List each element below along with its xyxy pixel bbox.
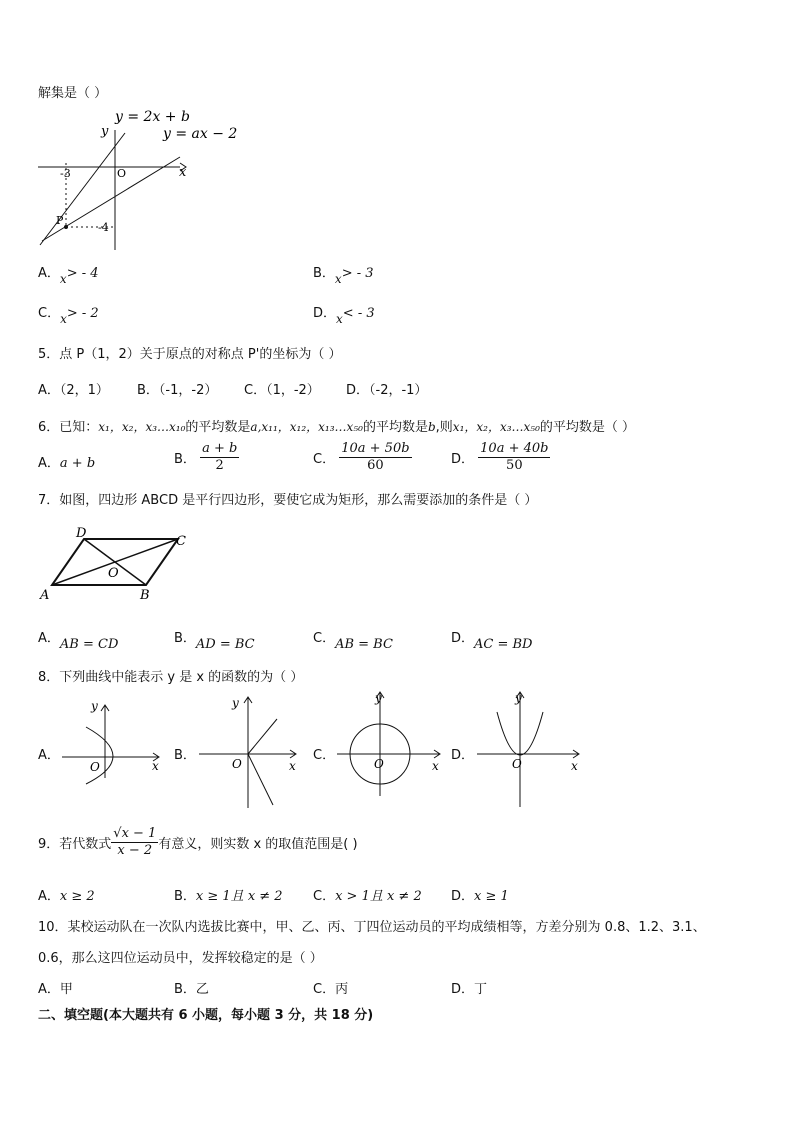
q10-option-c[interactable]: C．丙 (313, 982, 349, 997)
svg-text:O: O (512, 757, 522, 771)
q8-stem: 8．下列曲线中能表示 y 是 x 的函数的为（ ） (38, 670, 304, 685)
q4-tick-x: -3 (60, 167, 71, 180)
q7-option-a[interactable]: A．AB = CD (38, 631, 119, 652)
q9-stem: 9．若代数式 $\frac{√x - 1}{x - 2}$ 有意义，则实数 x 的取值范围是( ) (38, 826, 358, 858)
q4-point-p (64, 225, 68, 229)
q5-stem: 5．点 P（1，2）关于原点的对称点 P'的坐标为（ ） (38, 347, 342, 362)
q8-option-a[interactable]: A． (38, 748, 60, 763)
q7-label-o: O (108, 566, 119, 581)
q4-option-c[interactable]: C．x> - 2 (38, 306, 99, 326)
q6-option-d[interactable]: D． $\frac{10a + 40b}{50}$ (451, 441, 549, 473)
q4-origin: O (117, 167, 127, 180)
q9-option-d[interactable]: D．x ≥ 1 (451, 889, 509, 904)
q8-graph-b (195, 695, 305, 815)
q9-option-c[interactable]: C．x > 1且 x ≠ 2 (313, 889, 422, 904)
q6-option-a[interactable]: A．a + b (38, 456, 96, 471)
q4-x-label: x (179, 165, 187, 180)
q10-stem-line2: 0.6，那么这四位运动员中，发挥较稳定的是（ ） (38, 951, 323, 966)
q7-label-d: D (76, 526, 87, 541)
q10-option-d[interactable]: D．丁 (451, 982, 488, 997)
q4-line1-label: y = 2x + b (115, 109, 190, 125)
svg-text:x: x (432, 759, 439, 773)
q9-option-a[interactable]: A．x ≥ 2 (38, 889, 95, 904)
q5-option-c[interactable]: C．（1，-2） (244, 383, 320, 398)
q4-option-d[interactable]: D．x< - 3 (313, 306, 375, 326)
svg-text:x: x (152, 759, 159, 773)
q8-option-c[interactable]: C． (313, 748, 336, 763)
q7-label-b: B (140, 588, 150, 603)
q4-tick-y: -4 (98, 221, 109, 234)
q7-label-c: C (176, 534, 186, 549)
section-2-title: 二、填空题(本大题共有 6 小题，每小题 3 分，共 18 分) (38, 1008, 374, 1023)
q8-option-d[interactable]: D． (451, 748, 475, 763)
svg-text:y: y (232, 696, 239, 710)
q6-stem: 6．已知：x₁，x₂，x₃…x₁₀的平均数是a,x₁₁，x₁₂，x₁₃…x₅₀的平均数是b,则x₁，x₂，x₃…x₅₀的平均数是（ ） (38, 420, 636, 435)
q7-label-a: A (40, 588, 50, 603)
svg-text:y: y (375, 691, 382, 705)
q10-option-b[interactable]: B．乙 (174, 982, 209, 997)
q7-parallelogram-figure (38, 525, 198, 605)
q4-stem: 解集是（ ） (38, 86, 108, 101)
q8-graph-c (333, 690, 443, 800)
q7-stem: 7．如图，四边形 ABCD 是平行四边形，要使它成为矩形，那么需要添加的条件是（ ） (38, 493, 538, 508)
q5-option-d[interactable]: D．（-2，-1） (346, 383, 428, 398)
q8-option-b[interactable]: B． (174, 748, 196, 763)
svg-text:O: O (90, 760, 100, 774)
q8-graph-d (475, 690, 585, 810)
q6-option-c[interactable]: C． $\frac{10a + 50b}{60}$ (313, 441, 410, 473)
q4-option-a[interactable]: A．x> - 4 (38, 266, 99, 286)
q4-option-b[interactable]: B．x> - 3 (313, 266, 374, 286)
svg-text:x: x (289, 759, 296, 773)
q4-point-label: P (56, 214, 64, 227)
svg-text:y: y (515, 691, 522, 705)
q4-graph (30, 105, 238, 255)
q8-graph-a (58, 700, 168, 780)
svg-text:O: O (374, 757, 384, 771)
q5-option-a[interactable]: A．（2，1） (38, 383, 109, 398)
svg-text:O: O (232, 757, 242, 771)
q9-option-b[interactable]: B．x ≥ 1且 x ≠ 2 (174, 889, 283, 904)
q7-option-b[interactable]: B．AD = BC (174, 631, 255, 652)
q10-stem-line1: 10．某校运动队在一次队内选拔比赛中，甲、乙、丙、丁四位运动员的平均成绩相等，方差分别为 0.8、1.2、3.1、 (38, 920, 706, 935)
q6-option-b[interactable]: B． $\frac{a + b}{2}$ (174, 441, 238, 473)
q7-option-c[interactable]: C．AB = BC (313, 631, 393, 652)
q10-option-a[interactable]: A．甲 (38, 982, 73, 997)
svg-text:x: x (571, 759, 578, 773)
q4-line1 (40, 133, 125, 245)
q5-option-b[interactable]: B．（-1，-2） (137, 383, 218, 398)
q4-y-label: y (101, 124, 109, 139)
svg-text:y: y (91, 699, 98, 713)
q7-option-d[interactable]: D．AC = BD (451, 631, 533, 652)
q4-line2-label: y = ax − 2 (163, 126, 238, 142)
